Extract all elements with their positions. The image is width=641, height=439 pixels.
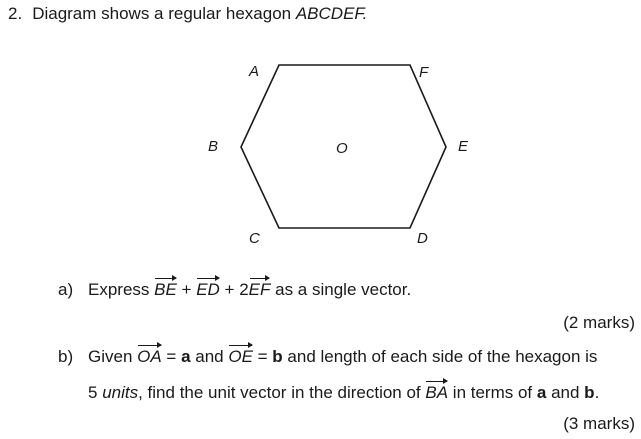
part-b-line-2: [88, 381, 599, 403]
part-b-rest-1: and length of each side of the hexagon is: [282, 347, 598, 366]
vector-be: BE: [154, 280, 177, 299]
part-b-given: Given: [88, 347, 138, 366]
hexagon-name: ABCDEF.: [295, 4, 368, 23]
five-value: 5: [88, 383, 103, 402]
vertex-label-f: F: [419, 64, 429, 81]
vertex-label-c: C: [249, 230, 260, 247]
part-a-question: [58, 278, 411, 300]
vector-ba: BA: [425, 383, 449, 402]
part-a-prefix: Express: [88, 280, 155, 299]
part-b-line-1: [58, 345, 597, 367]
part-a-label: a): [58, 280, 74, 299]
vector-ef: EF: [248, 280, 271, 299]
part-a-suffix: as a single vector.: [270, 280, 412, 299]
vector-oa: OA: [137, 347, 162, 366]
vector-oe: OE: [228, 347, 253, 366]
equals-2: =: [252, 347, 273, 366]
vertex-label-d: D: [417, 230, 428, 247]
and-2: and: [546, 383, 585, 402]
question-title-text: Diagram shows a regular hexagon: [32, 4, 296, 23]
part-b-rest-3: in terms of: [448, 383, 537, 402]
part-b-rest-2: , find the unit vector in the direction of: [138, 383, 426, 402]
vector-b-bold-2: b: [584, 383, 595, 402]
vector-ed: ED: [196, 280, 220, 299]
vector-b-bold: b: [272, 347, 283, 366]
question-number: 2.: [8, 4, 23, 23]
and-1: and: [190, 347, 229, 366]
vector-a-bold: a: [181, 347, 191, 366]
part-a-marks: (2 marks): [563, 313, 635, 332]
vertex-label-e: E: [458, 138, 469, 155]
part-a-plus-2: + 2: [219, 280, 249, 299]
period: .: [594, 383, 600, 402]
part-a-plus-1: +: [176, 280, 197, 299]
equals-1: =: [161, 347, 182, 366]
part-b-label: b): [58, 347, 74, 366]
part-b-marks: (3 marks): [563, 414, 635, 433]
vertex-label-b: B: [208, 138, 219, 155]
center-label-o: O: [336, 140, 348, 157]
units-word: units: [102, 383, 139, 402]
vector-a-bold-2: a: [536, 383, 547, 402]
vertex-label-a: A: [249, 63, 260, 80]
